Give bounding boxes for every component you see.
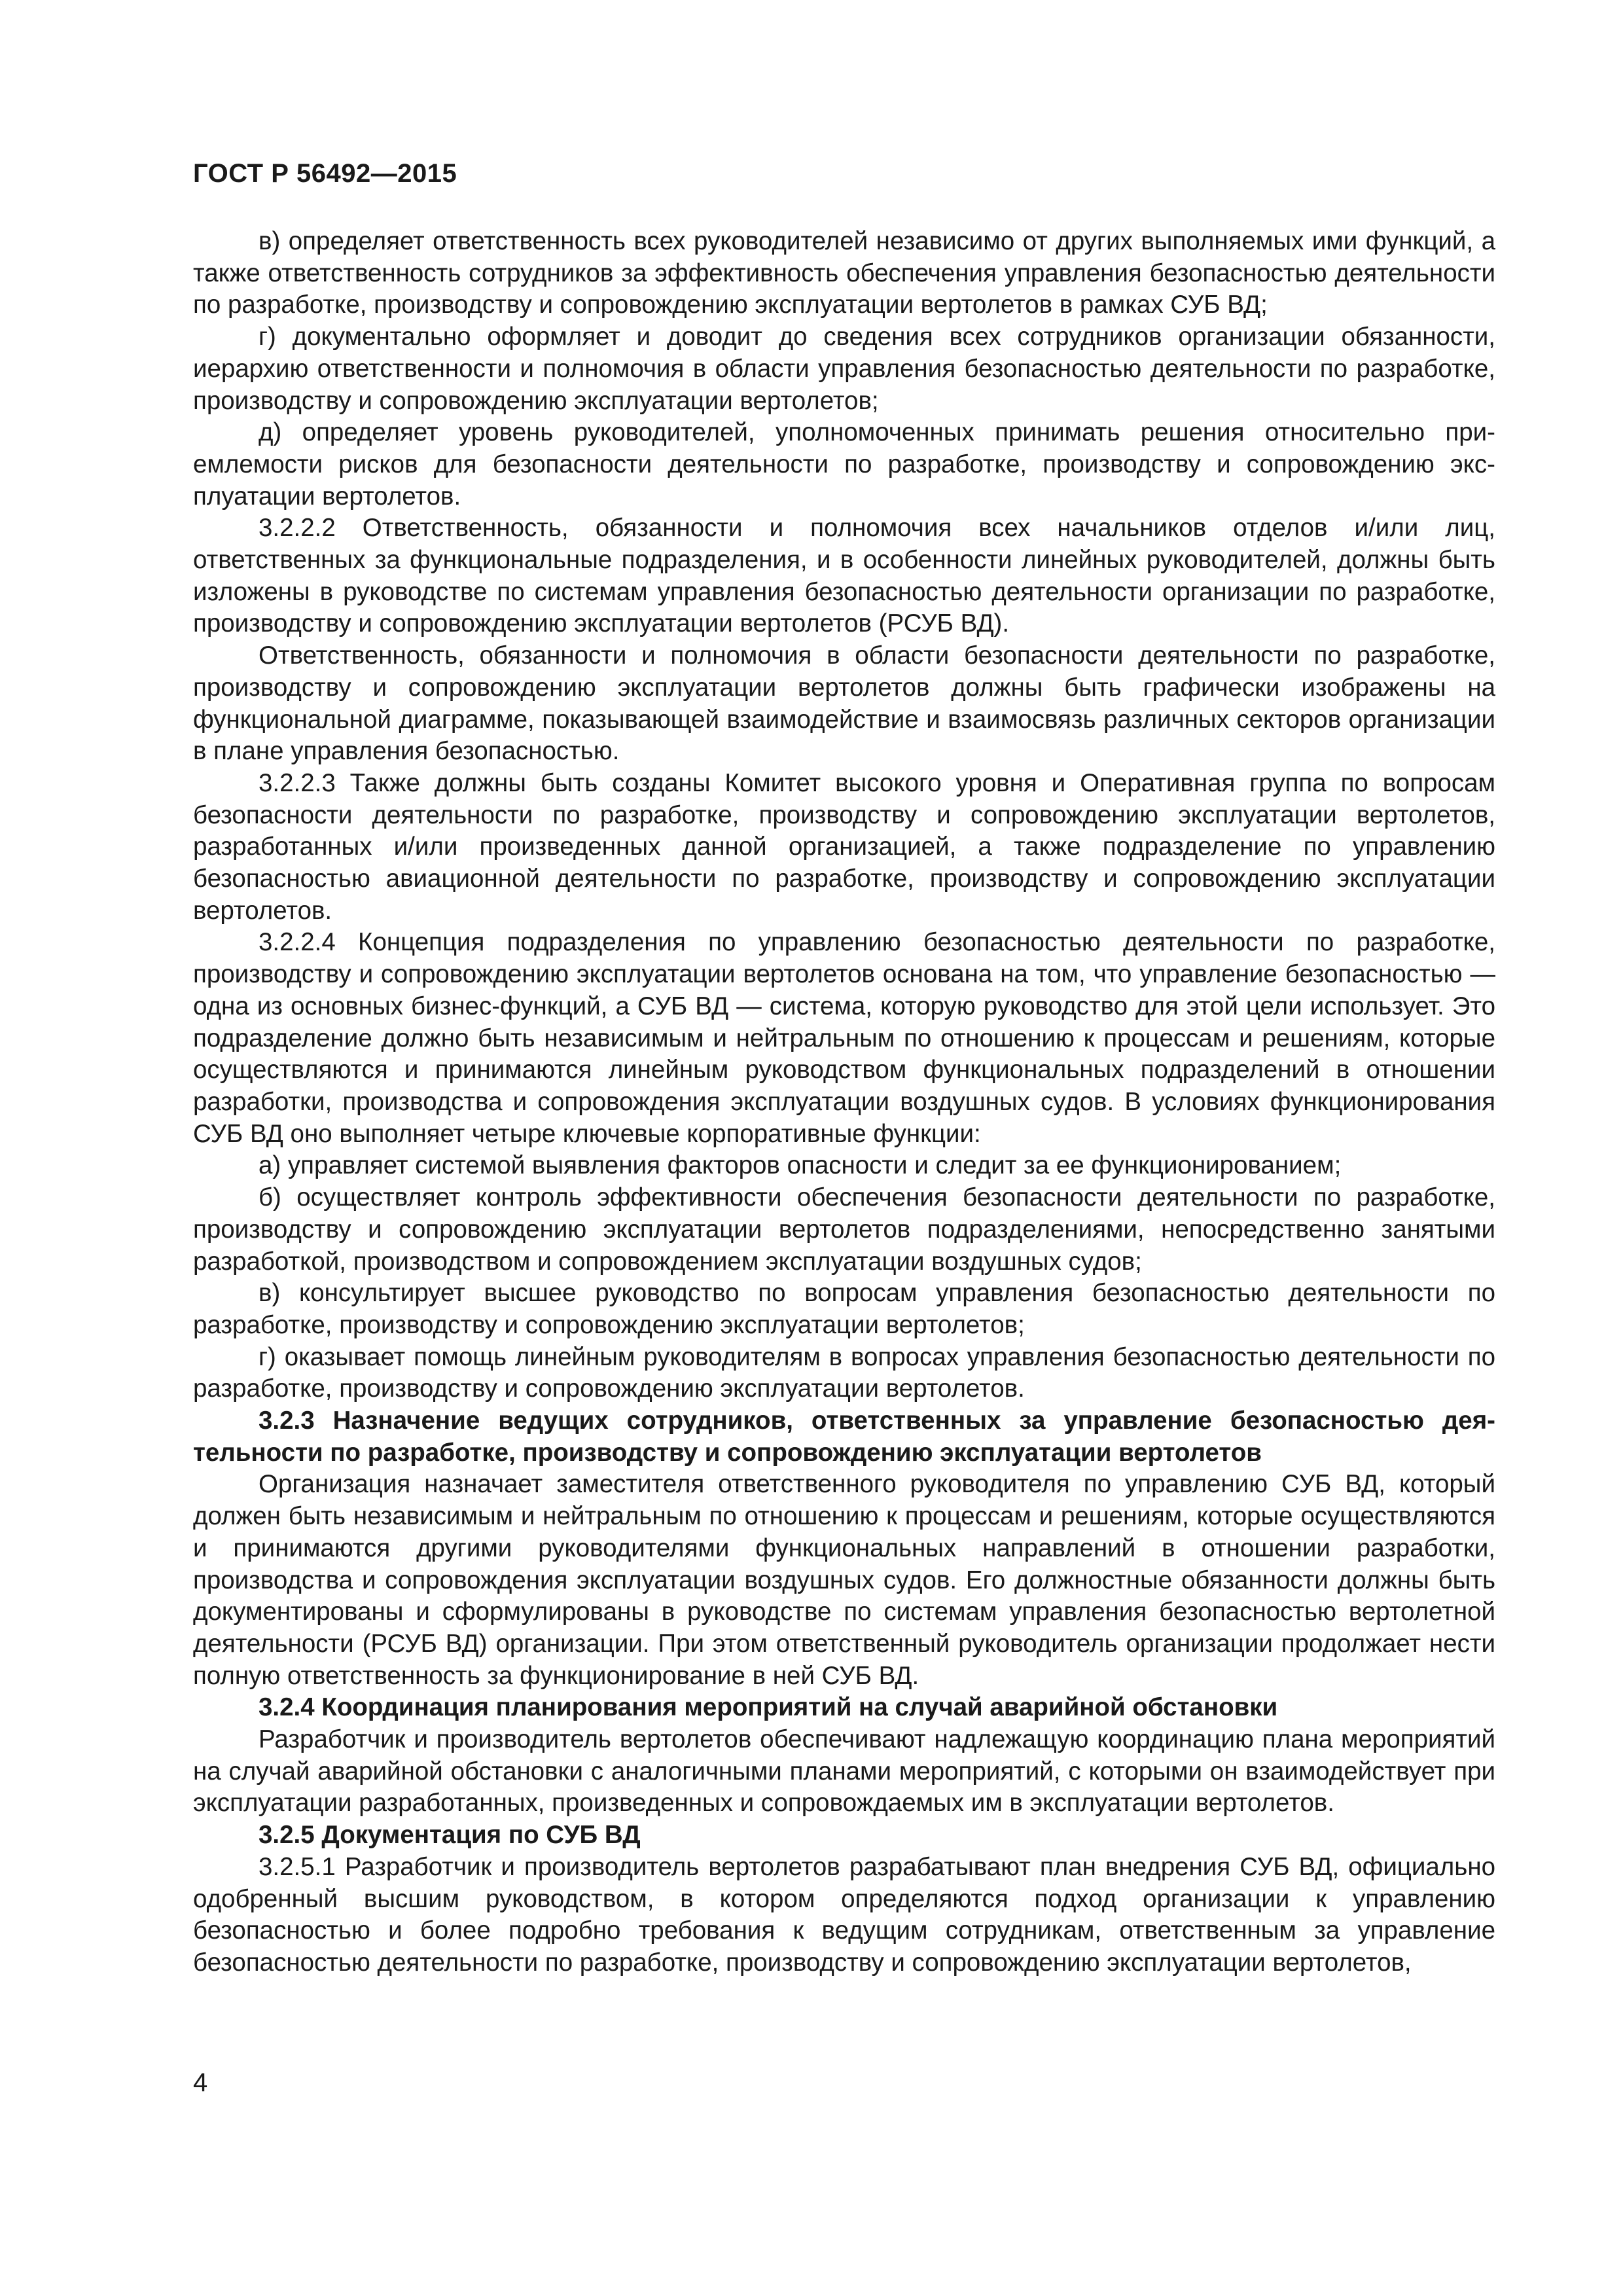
paragraph: г) оказывает помощь линейным руководителям в вопросах управления безопасностью деятельности по разработке, производству и сопровождению эксплуатации вертолетов. (193, 1342, 1495, 1403)
standard-number-header: ГОСТ Р 56492—2015 (193, 159, 457, 188)
paragraph: 3.2.2.4 Концепция подразделения по управлению безопасностью деятельности по разработке, производству и сопровождению эксплуатации вертолетов основана на том, что управление безопасностью — одна из основных бизнес-функций, а СУБ ВД — система, которую руководство для этой цели использует. Это подразделение должно быть независимым и нейтральным по отношению к процессам и решениям, которые осуществляются и принимаются линейным руководством функциональных подразделений в отношении разработки, производства и сопровождения эксплуатации воздушных судов. В условиях функционирования СУБ ВД оно выполняет четыре ключевые корпоративные функции: (193, 928, 1495, 1148)
paragraph: 3.2.2.3 Также должны быть созданы Комитет высокого уровня и Оперативная группа по вопросам безопасности деятельности по разработке, производству и сопровождению эксплуатации вертолетов, разработанных и/или произведенных данной организацией, а также подразделение по управлению безопасностью авиационной деятельности по разработке, производству и сопровождению эксплуатации вертолетов. (193, 768, 1495, 925)
paragraph: 3.2.2.2 Ответственность, обязанности и полномочия всех начальников отделов и/или лиц, ответственных за функциональные подразделения, и в особенности линейных руководителей, должны быть изложены в руководстве по системам управления безопасностью деятельности организации по разработке, производству и сопровождению эксплуатации вертолетов (РСУБ ВД). (193, 514, 1495, 638)
document-body (193, 226, 1495, 1979)
page-number: 4 (193, 2068, 208, 2097)
paragraph: Организация назначает заместителя ответственного руководителя по управлению СУБ ВД, который должен быть независимым и нейтральным по отношению к процессам и решениям, которые осуществляются и принимаются другими руководителями функциональных направлений в отношении разработки, производства и сопровождения эксплуатации воздушных судов. Его должностные обязанности должны быть документированы и сформулированы в руководстве по системам управления безопасностью вертолетной деятельности (РСУБ ВД) организации. При этом ответственный руководитель организации продолжает нести полную ответственность за функционирование в ней СУБ ВД. (193, 1470, 1495, 1690)
section-heading-3-2-5: 3.2.5 Документация по СУБ ВД (259, 1821, 641, 1850)
paragraph: в) определяет ответственность всех руководителей независимо от других выполняемых ими функций, а также ответственность сотрудников за эффективность обеспечения управления безопасностью деятельности по разработке, производству и сопровождению эксплуатации вертолетов в рамках СУБ ВД; (193, 227, 1495, 319)
paragraph: 3.2.5.1 Разработчик и производитель вертолетов разрабатывают план внедрения СУБ ВД, официально одобренный высшим руководством, в котором определяются подход организации к управлению безопасностью и более подробно требования к ведущим сотрудникам, ответственным за управление безопасностью деятельности по разработке, производству и сопровождению эксплуатации вертолетов, (193, 1852, 1495, 1977)
section-heading-3-2-3: 3.2.3 Назначение ведущих сотрудников, ответственных за управление безопасностью деятельности по разработке, производству и сопровождению эксплуатации вертолетов (193, 1407, 1495, 1467)
paragraph: Разработчик и производитель вертолетов обеспечивают надлежащую координацию плана мероприятий на случай аварийной обстановки с аналогичными планами мероприятий, с которыми он взаимодействует при эксплуатации разработанных, произведенных и сопровождаемых им в эксплуатации вертолетов. (193, 1725, 1495, 1818)
paragraph: в) консультирует высшее руководство по вопросам управления безопасностью деятельности по разработке, производству и сопровождению эксплуатации вертолетов; (193, 1279, 1495, 1339)
paragraph: б) осуществляет контроль эффективности обеспечения безопасности деятельности по разработке, производству и сопровождению эксплуатации вертолетов подразделениями, непосредственно занятыми разработкой, производством и сопровождением эксплуатации воздушных судов; (193, 1183, 1495, 1276)
paragraph: д) определяет уровень руководителей, уполномоченных принимать решения относительно приемлемости рисков для безопасности деятельности по разработке, производству и сопровождению эксплуатации вертолетов. (193, 418, 1495, 511)
paragraph: а) управляет системой выявления факторов опасности и следит за ее функционированием; (259, 1151, 1342, 1180)
paragraph: Ответственность, обязанности и полномочия в области безопасности деятельности по разработке, производству и сопровождению эксплуатации вертолетов должны быть графически изображены на функциональной диаграмме, показывающей взаимодействие и взаимосвязь различных секторов организации в плане управления безопасностью. (193, 641, 1495, 766)
paragraph: г) документально оформляет и доводит до сведения всех сотрудников организации обязанности, иерархию ответственности и полномочия в области управления безопасностью деятельности по разработке, производству и сопровождению эксплуатации вертолетов; (193, 323, 1495, 415)
section-heading-3-2-4: 3.2.4 Координация планирования мероприятий на случай аварийной обстановки (259, 1693, 1278, 1722)
